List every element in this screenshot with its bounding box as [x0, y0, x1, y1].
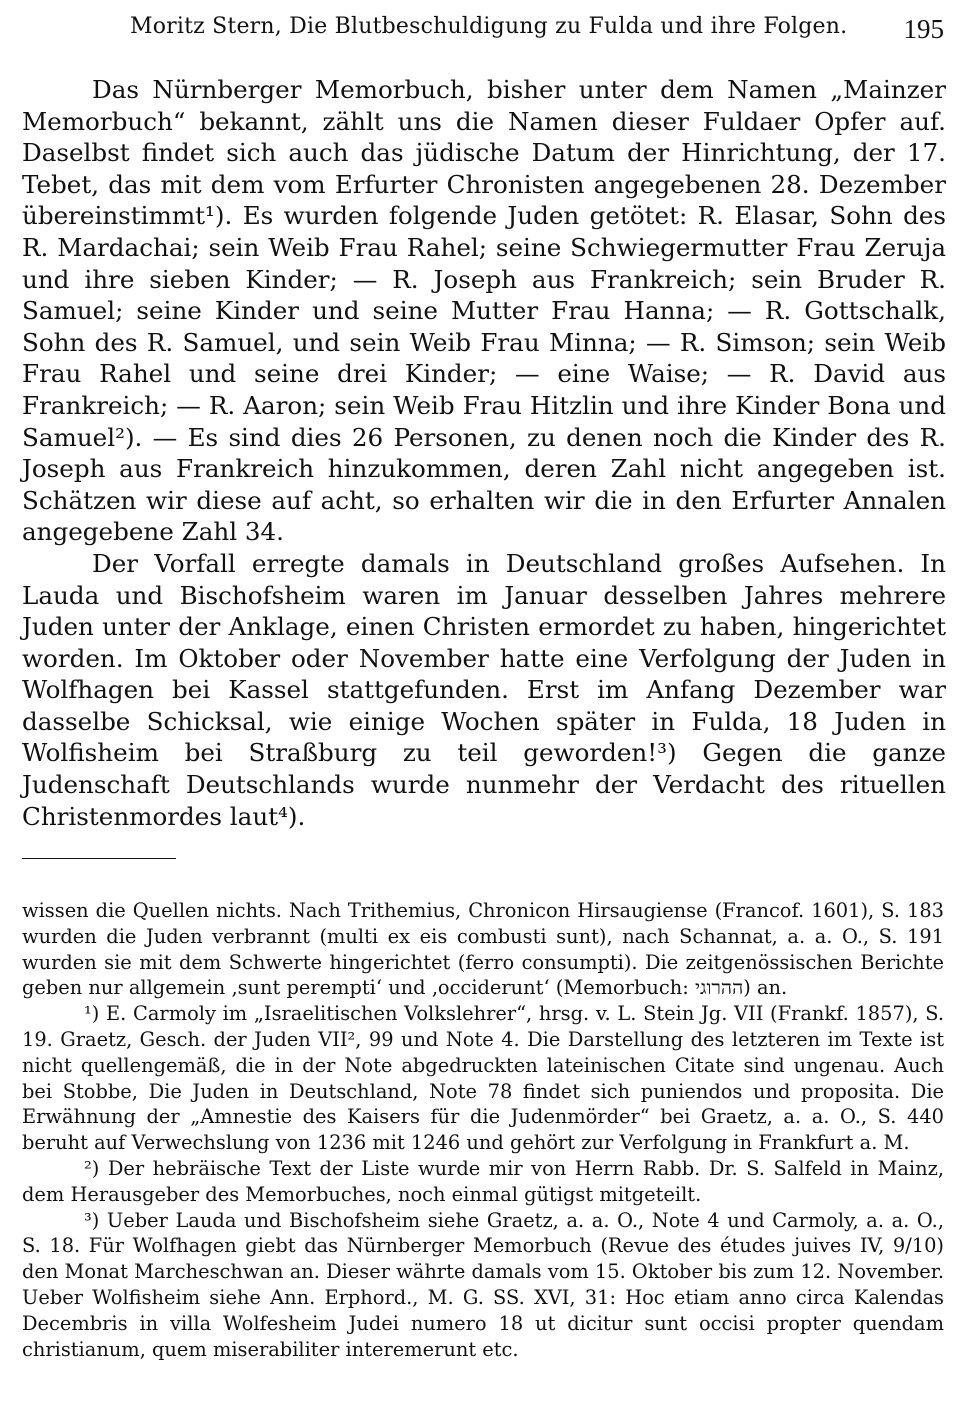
footnote-continuation: wissen die Quellen nichts. Nach Trithemius, Chronicon Hirsaugiense (Francof. 1601), S. 183 wurden die Juden verbrannt (multi ex eis combusti sunt), nach Schannat, a. a. O., S. 191 wurden sie mit dem Schwerte hingerichtet (ferro consumpti). Die zeitgenössischen Berichte geben nur allgemein ‚sunt perempti‘ und ‚occiderunt‘ (Memorbuch: ההרוגי) an.	[22, 899, 944, 1000]
footnote-2: ²) Der hebräische Text der Liste wurde mir von Herrn Rabb. Dr. S. Salfeld in Mainz, dem Herausgeber des Memorbuches, noch einmal gütigst mitgeteilt.	[22, 1156, 944, 1206]
body-paragraph-2: Der Vorfall erregte damals in Deutschland großes Aufsehen. In Lauda und Bischofsheim waren im Januar desselben Jahres mehrere Juden unter der Anklage, einen Christen ermordet zu haben, hingerichtet worden. Im Oktober oder November hatte eine Verfolgung der Juden in Wolfhagen bei Kassel stattgefunden. Erst im Anfang Dezember war dasselbe Schicksal, wie einige Wochen später in Fulda, 18 Juden in Wolfisheim bei Straßburg zu teil geworden!³) Gegen die ganze Judenschaft Deutschlands wurde nunmehr der Verdacht des rituellen Christenmordes laut⁴).	[22, 548, 946, 831]
footnote-3: ³) Ueber Lauda und Bischofsheim siehe Graetz, a. a. O., Note 4 und Carmoly, a. a. O., S. 18. Für Wolfhagen giebt das Nürnberger Memorbuch (Revue des études juives IV, 9/10) den Monat Marcheschwan an. Dieser währte damals vom 15. Oktober bis zum 12. November. Ueber Wolfisheim siehe Ann. Erphord., M. G. SS. XVI, 31: Hoc etiam anno circa Kalendas Decembris in villa Wolfesheim Judei numero 18 ut dicitur sunt occisi propter quendam christianum, quem miserabiliter interemerunt etc.	[22, 1208, 944, 1361]
page-number: 195	[903, 14, 944, 44]
main-text	[22, 74, 946, 832]
footnotes	[22, 898, 944, 1362]
body-paragraph-1: Das Nürnberger Memorbuch, bisher unter dem Namen „Mainzer Memorbuch“ bekannt, zählt uns die Namen dieser Fuldaer Opfer auf. Daselbst findet sich auch das jüdische Datum der Hinrichtung, der 17. Tebet, das mit dem vom Erfurter Chronisten angegebenen 28. Dezember übereinstimmt¹). Es wurden folgende Juden getötet: R. Elasar, Sohn des R. Mardachai; sein Weib Frau Rahel; seine Schwiegermutter Frau Zeruja und ihre sieben Kinder; — R. Joseph aus Frankreich; sein Bruder R. Samuel; seine Kinder und seine Mutter Frau Hanna; — R. Gottschalk, Sohn des R. Samuel, und sein Weib Frau Minna; — R. Simson; sein Weib Frau Rahel und seine drei Kinder; — eine Waise; — R. David aus Frankreich; — R. Aaron; sein Weib Frau Hitzlin und ihre Kinder Bona und Samuel²). — Es sind dies 26 Personen, zu denen noch die Kinder des R. Joseph aus Frankreich hinzukommen, deren Zahl nicht angegeben ist. Schätzen wir diese auf acht, so erhalten wir die in den Erfurter Annalen angegebene Zahl 34.	[22, 75, 946, 547]
running-title: Moritz Stern, Die Blutbeschuldigung zu Fulda und ihre Folgen.	[130, 14, 848, 39]
footnote-divider	[22, 858, 176, 859]
footnote-1: ¹) E. Carmoly im „Israelitischen Volkslehrer“, hrsg. v. L. Stein Jg. VII (Frankf. 1857), S. 19. Graetz, Gesch. der Juden VII², 99 und Note 4. Die Darstellung des letzteren im Texte ist nicht quellengemäß, die in der Note abgedruckten lateinischen Citate sind ungenau. Auch bei Stobbe, Die Juden in Deutschland, Note 78 findet sich puniendos und proposita. Die Erwähnung der „Amnestie des Kaisers für die Judenmörder“ bei Graetz, a. a. O., S. 440 beruht auf Verwechslung von 1236 mit 1246 und gehört zur Verfolgung in Frankfurt a. M.	[22, 1002, 944, 1155]
